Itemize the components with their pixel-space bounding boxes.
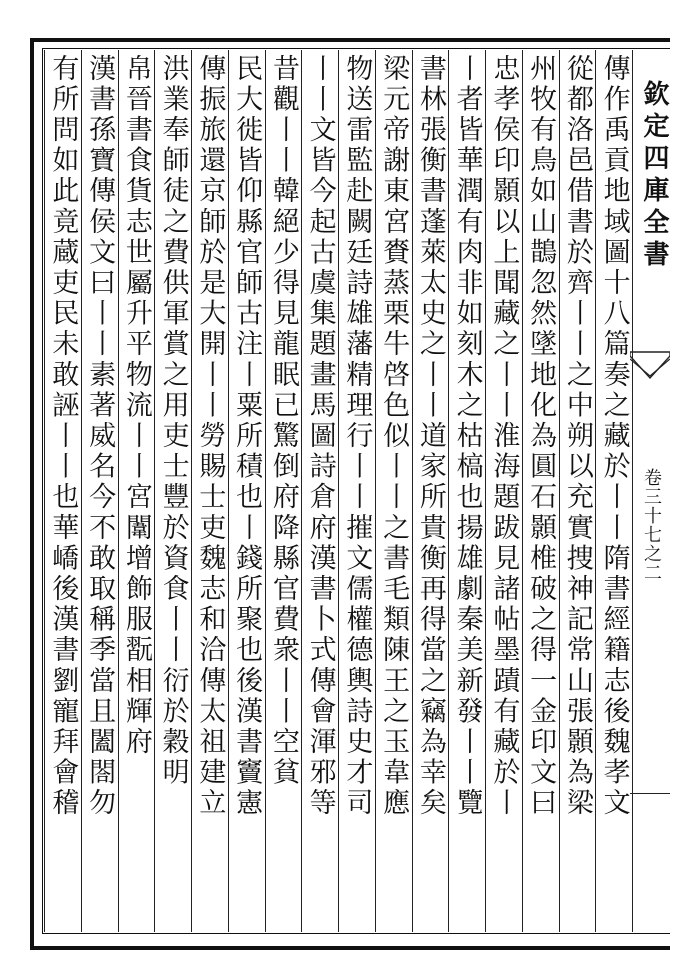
column-text: 忠孝侯印顥以上聞藏之丨丨淮海題跋見諸帖墨蹟有藏於丨 bbox=[488, 54, 520, 819]
fish-tail-icon bbox=[630, 350, 670, 380]
column-text: 丨丨文皆今起古虞集題畫馬圖詩倉府漢書卜式傳會渾邪等 bbox=[304, 54, 336, 819]
column-text: 傳振旅還京師於是大開丨丨勞賜士吏魏志和洽傳太祖建立 bbox=[194, 54, 226, 819]
book-title: 欽定四庫全書 bbox=[639, 80, 669, 272]
column-text: 帛晉書食貨志世屬升平物流丨丨宮闈增飾服翫相輝府 bbox=[120, 54, 152, 758]
column-text: 民大徙皆仰縣官師古注丨粟所積也丨錢所聚也後漢書竇憲 bbox=[231, 54, 263, 819]
column-text: 州牧有鳥如山鵲忽然墜地化為圓石顥椎破之得一金印文曰 bbox=[525, 54, 557, 819]
chapter-label: 卷三十七之二 bbox=[641, 468, 662, 582]
column-text: 物送雷監赴闕廷詩雄藩精理行丨丨摧文儒權德輿詩史才司 bbox=[341, 54, 373, 819]
page-margin bbox=[630, 50, 670, 932]
column-text: 梁元帝謝東宮賚蒸栗牛啓色似丨丨之書毛類陳王之玉韋應 bbox=[378, 54, 410, 819]
column-text: 傳作禹貢地域圖十八篇奏之藏於丨丨隋書經籍志後魏孝文 bbox=[598, 54, 630, 819]
margin-divider bbox=[630, 793, 670, 794]
column-text: 洪業奉師徒之費供軍賞之用吏士豐於資食丨丨衍於穀明 bbox=[157, 54, 189, 789]
column-text: 昔觀丨丨韓絕少得見龍眠已驚倒府降縣官費衆丨丨空貧 bbox=[267, 54, 299, 789]
column-rule bbox=[44, 50, 45, 932]
column-text: 漢書孫寶傳侯文曰丨丨素著威名今不敢取稱季當且闔閤勿 bbox=[84, 54, 116, 819]
column-text: 有所問如此竟蔵吏民未敢誣丨丨也華嶠後漢書劉寵拜會稽 bbox=[47, 54, 79, 819]
column-text: 丨者皆華潤有肉非如刻木之枯槁也揚雄劇秦美新發丨丨覽 bbox=[451, 54, 483, 819]
column-text: 書林張衡書蓬萊太史之丨丨道家所貴衡再得當之竊為幸矣 bbox=[414, 54, 446, 819]
column-text: 從都洛邑借書於齊丨丨之中朔以充實捜神記常山張顥為梁 bbox=[561, 54, 593, 819]
text-column bbox=[44, 54, 81, 930]
